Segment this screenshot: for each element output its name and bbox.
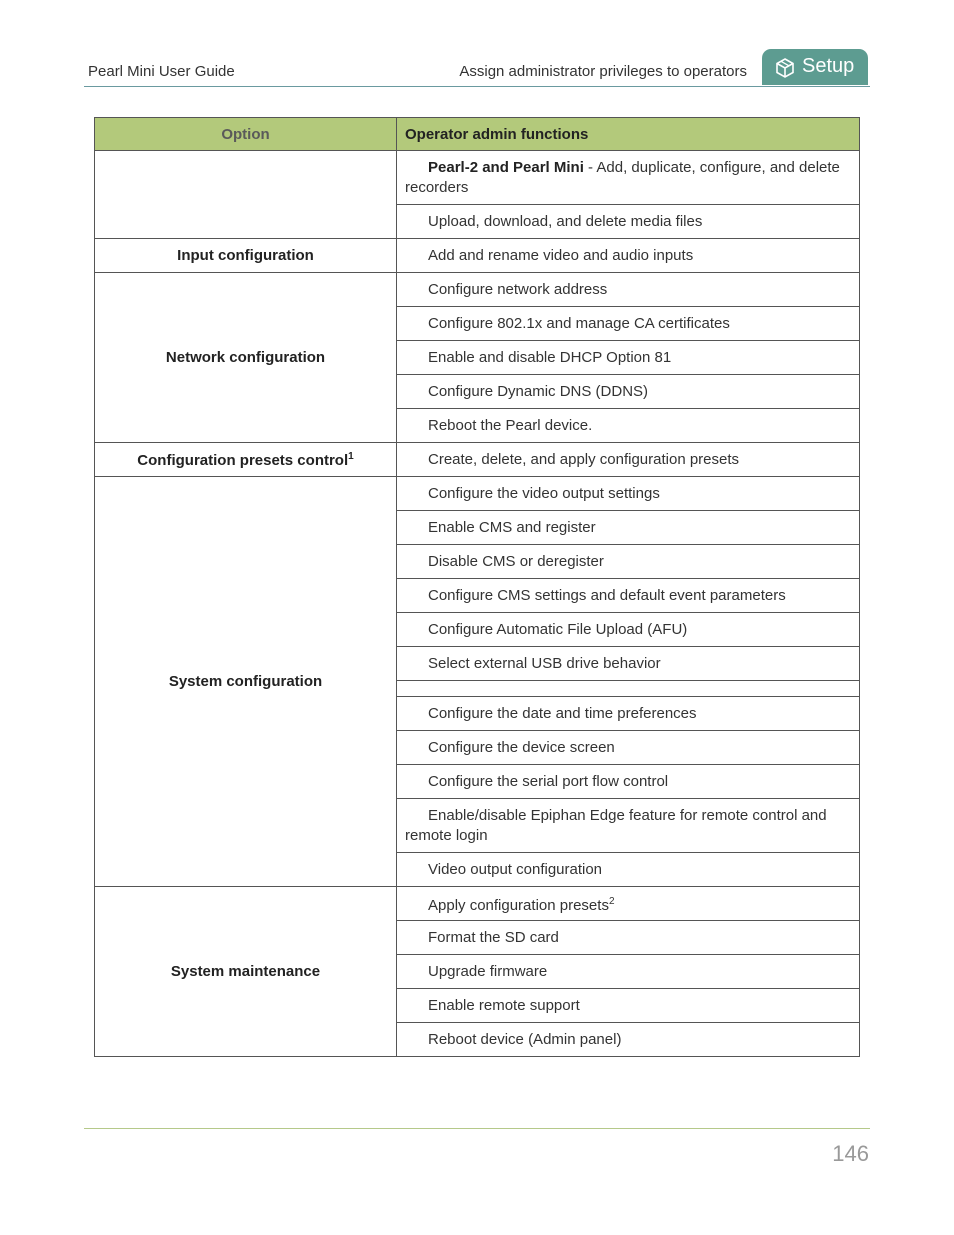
option-cell: System configuration (95, 477, 397, 887)
function-cell: Configure Automatic File Upload (AFU) (397, 613, 860, 647)
function-cell: Enable remote support (397, 989, 860, 1023)
section-title: Assign administrator privileges to operators (459, 63, 747, 80)
footnote-marker: 1 (348, 450, 354, 462)
function-cell: Configure 802.1x and manage CA certificates (397, 307, 860, 341)
function-cell (397, 151, 860, 205)
function-cell: Reboot device (Admin panel) (397, 1023, 860, 1057)
function-cell: Disable CMS or deregister (397, 545, 860, 579)
option-cell-empty (95, 151, 397, 239)
table-row (95, 443, 860, 477)
function-cell: Enable and disable DHCP Option 81 (397, 341, 860, 375)
function-cell: Video output configuration (397, 853, 860, 887)
page-number: 146 (832, 1141, 869, 1166)
function-cell: Configure the device screen (397, 731, 860, 765)
table-row (95, 239, 860, 273)
footnote-marker: 2 (608, 895, 615, 907)
function-cell: Format the SD card (397, 921, 860, 955)
table-row (95, 477, 860, 511)
table-header-row (95, 118, 860, 151)
footer-rule (84, 1128, 870, 1129)
option-cell: Network configuration (95, 273, 397, 443)
column-header-option: Option (95, 118, 397, 151)
cube-icon (774, 57, 796, 79)
function-cell: Upload, download, and delete media files (397, 205, 860, 239)
function-cell: Configure network address (397, 273, 860, 307)
function-cell: Enable/disable Epiphan Edge feature for remote control and remote login (397, 799, 860, 853)
function-cell: Create, delete, and apply configuration presets (397, 443, 860, 477)
operator-admin-table (94, 117, 860, 1057)
function-cell: Upgrade firmware (397, 955, 860, 989)
function-cell: Configure the video output settings (397, 477, 860, 511)
function-cell: Add and rename video and audio inputs (397, 239, 860, 273)
option-cell: Input configuration (95, 239, 397, 273)
function-cell: Apply configuration presets$^2$ (397, 887, 860, 921)
option-cell: Configuration presets control$^1$ (95, 443, 397, 477)
function-text: - Add, duplicate, configure, and delete recorders (405, 158, 840, 196)
function-cell: Configure the serial port flow control (397, 765, 860, 799)
function-bold-text: Pearl-2 and Pearl Mini (428, 158, 584, 176)
function-cell: Select external USB drive behavior (397, 647, 860, 681)
doc-title: Pearl Mini User Guide (88, 63, 235, 80)
column-header-functions: Operator admin functions (397, 118, 860, 151)
function-cell-empty (397, 681, 860, 697)
function-cell: Reboot the Pearl device. (397, 409, 860, 443)
function-cell: Configure Dynamic DNS (DDNS) (397, 375, 860, 409)
function-cell: Configure CMS settings and default event parameters (397, 579, 860, 613)
header-rule (84, 86, 870, 87)
function-cell: Enable CMS and register (397, 511, 860, 545)
table-row (95, 887, 860, 921)
setup-tab-label: Setup (802, 55, 855, 77)
table-row (95, 273, 860, 307)
setup-tab[interactable] (762, 49, 868, 85)
table-row (95, 151, 860, 205)
option-cell: System maintenance (95, 887, 397, 1057)
function-cell: Configure the date and time preferences (397, 697, 860, 731)
